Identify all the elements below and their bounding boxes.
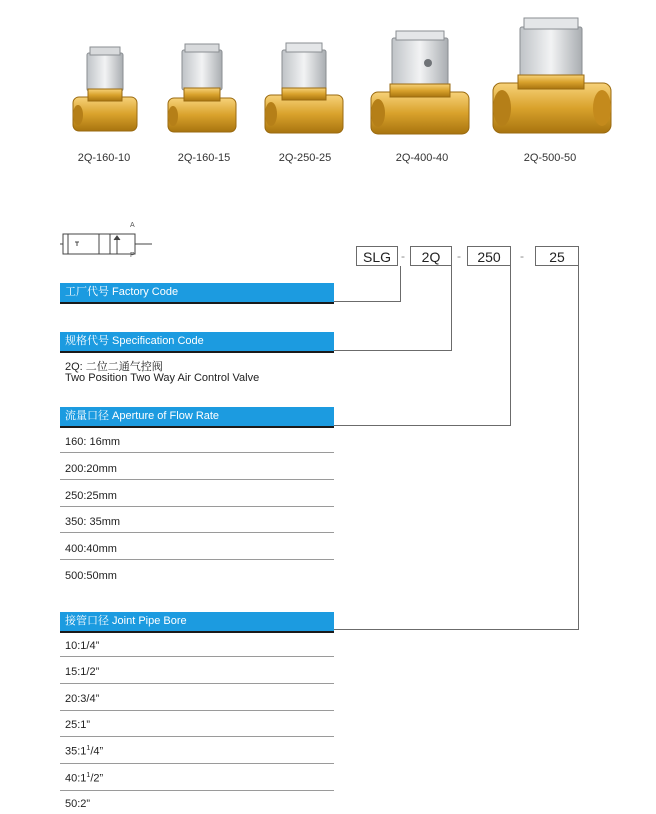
port-p-label: P	[130, 252, 135, 259]
connector-line	[334, 425, 511, 426]
factory-code-header: 工厂代号 Factory Code	[60, 283, 334, 302]
row-divider	[60, 683, 334, 684]
product-label: 2Q-160-10	[77, 152, 131, 164]
aperture-header: 流量口径 Aperture of Flow Rate	[60, 407, 334, 426]
connector-line	[334, 629, 579, 630]
valve-image-2q-250-25	[262, 40, 347, 140]
spec-code-header: 规格代号 Specification Code	[60, 332, 334, 351]
row-divider	[60, 763, 334, 764]
row-divider	[60, 656, 334, 657]
fraction-superscript: 1	[86, 772, 91, 779]
row-divider	[60, 506, 334, 507]
aperture-item: 350: 35mm	[65, 516, 121, 528]
pipe-bore-item: 10:1/4”	[65, 640, 100, 652]
fraction-superscript: 1	[86, 745, 91, 752]
connector-line	[400, 266, 401, 302]
code-box-bore: 25	[535, 246, 579, 266]
header-underline	[60, 426, 334, 428]
valve-image-2q-160-10	[70, 45, 140, 140]
pipe-bore-item-35	[65, 745, 103, 758]
product-label: 2Q-160-15	[177, 152, 231, 164]
row-divider	[60, 452, 334, 453]
code-box-spec: 2Q	[410, 246, 452, 266]
aperture-item: 200:20mm	[65, 463, 117, 475]
code-dash: -	[401, 249, 405, 263]
connector-line	[451, 266, 452, 351]
row-divider	[60, 736, 334, 737]
product-label: 2Q-400-40	[395, 152, 449, 164]
code-box-aperture: 250	[467, 246, 511, 266]
aperture-item: 400:40mm	[65, 543, 117, 555]
connector-line	[334, 350, 452, 351]
spec-code-line-1: 2Q: 二位二通气控阀	[65, 361, 163, 373]
pipe-bore-item-prefix: 35:1	[65, 745, 87, 758]
spec-code-line-2: Two Position Two Way Air Control Valve	[65, 372, 260, 384]
header-underline	[60, 302, 334, 304]
code-dash: -	[457, 249, 461, 263]
row-divider	[60, 710, 334, 711]
pipe-bore-item: 25:1”	[65, 719, 91, 731]
pipe-bore-header: 接管口径 Joint Pipe Bore	[60, 612, 334, 631]
valve-image-2q-500-50	[490, 15, 615, 140]
valve-symbol-icon	[60, 228, 156, 258]
code-dash: -	[520, 249, 524, 263]
pipe-bore-item-fraction: /2”	[90, 772, 104, 785]
aperture-item: 500:50mm	[65, 570, 117, 582]
aperture-item: 160: 16mm	[65, 436, 121, 448]
pipe-bore-item: 50:2”	[65, 798, 91, 810]
row-divider	[60, 532, 334, 533]
row-divider	[60, 479, 334, 480]
product-label: 2Q-500-50	[523, 152, 577, 164]
product-label: 2Q-250-25	[278, 152, 332, 164]
pipe-bore-item: 15:1/2”	[65, 666, 100, 678]
connector-line	[578, 266, 579, 630]
connector-line	[510, 266, 511, 426]
pipe-bore-item-40	[65, 772, 103, 785]
row-divider	[60, 559, 334, 560]
header-underline	[60, 631, 334, 633]
aperture-item: 250:25mm	[65, 490, 117, 502]
connector-line	[334, 301, 401, 302]
pipe-bore-item-prefix: 40:1	[65, 772, 87, 785]
valve-image-2q-400-40	[368, 28, 473, 140]
pipe-bore-item-fraction: /4”	[90, 745, 104, 758]
port-a-label: A	[130, 222, 135, 229]
pipe-bore-item: 20:3/4”	[65, 693, 100, 705]
header-underline	[60, 351, 334, 353]
valve-image-2q-160-15	[165, 42, 240, 140]
code-box-series: SLG	[356, 246, 398, 266]
row-divider	[60, 790, 334, 791]
